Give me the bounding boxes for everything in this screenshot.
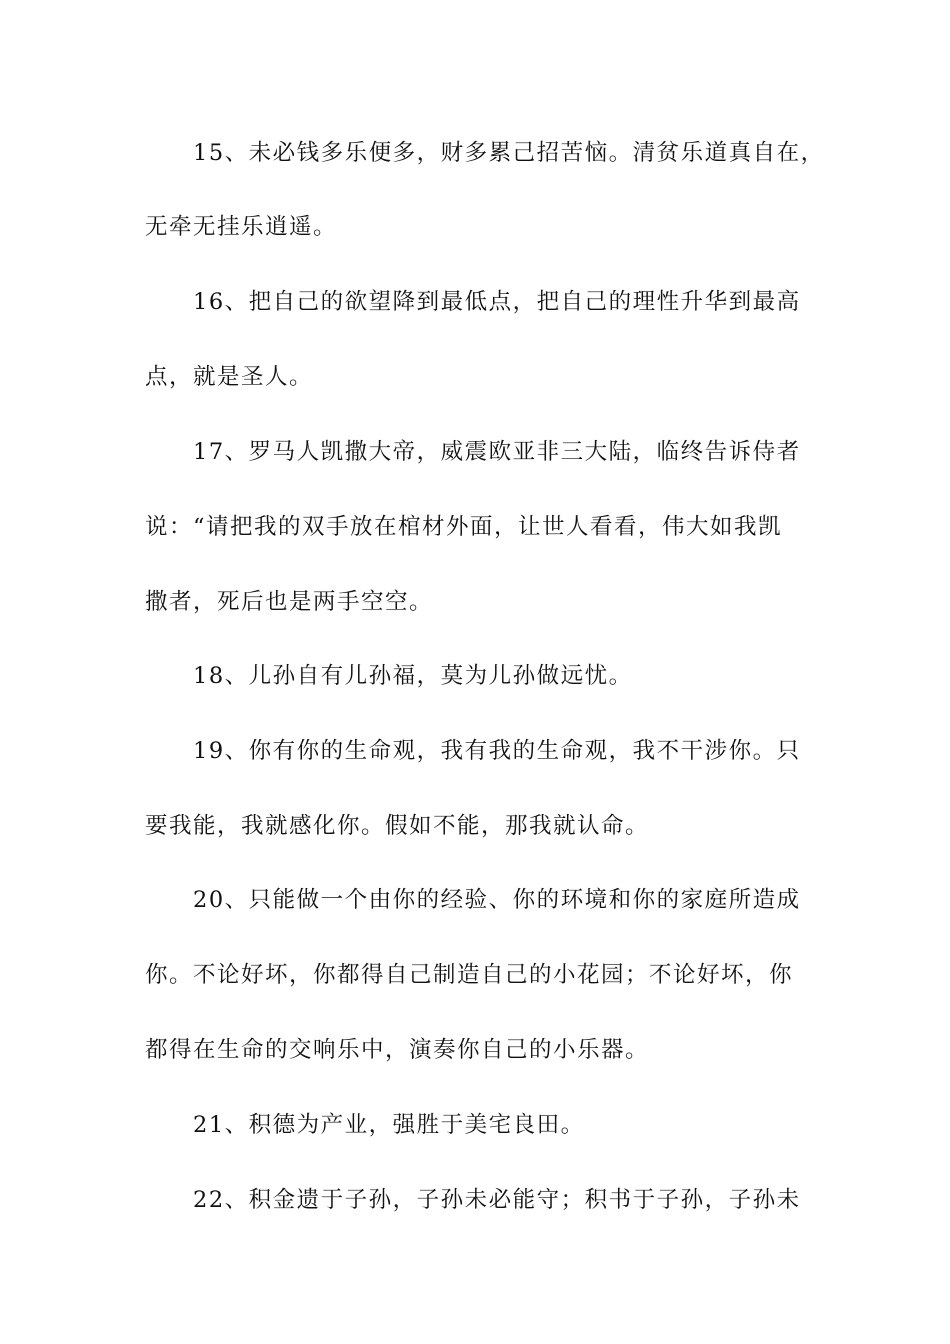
paragraph-19-line-1: 19、你有你的生命观，我有我的生命观，我不干涉你。只	[193, 738, 801, 764]
paragraph-20-line-1: 20、只能做一个由你的经验、你的环境和你的家庭所造成	[193, 887, 801, 913]
paragraph-15-line-1: 15、未必钱多乐便多，财多累己招苦恼。清贫乐道真自在，	[193, 140, 825, 166]
paragraph-20-line-3: 都得在生命的交响乐中，演奏你自己的小乐器。	[145, 1037, 650, 1063]
paragraph-18-line-1: 18、儿孙自有儿孙福，莫为儿孙做远忧。	[193, 663, 633, 689]
paragraph-20-line-2: 你。不论好坏，你都得自己制造自己的小花园；不论好坏，你	[145, 962, 794, 988]
paragraph-15-line-2: 无牵无挂乐逍遥。	[145, 214, 338, 240]
paragraph-19-line-2: 要我能，我就感化你。假如不能，那我就认命。	[145, 813, 650, 839]
paragraph-17-line-2: 说：“请把我的双手放在棺材外面，让世人看看，伟大如我凯	[145, 514, 783, 540]
paragraph-21-line-1: 21、积德为产业，强胜于美宅良田。	[193, 1112, 585, 1138]
paragraph-16-line-1: 16、把自己的欲望降到最低点，把自己的理性升华到最高	[193, 289, 801, 315]
paragraph-17-line-1: 17、罗马人凯撒大帝，威震欧亚非三大陆，临终告诉侍者	[193, 439, 801, 465]
paragraph-17-line-3: 撒者，死后也是两手空空。	[145, 589, 434, 615]
paragraph-16-line-2: 点，就是圣人。	[145, 364, 314, 390]
paragraph-22-line-1: 22、积金遗于子孙，子孙未必能守；积书于子孙，子孙未	[193, 1187, 801, 1213]
